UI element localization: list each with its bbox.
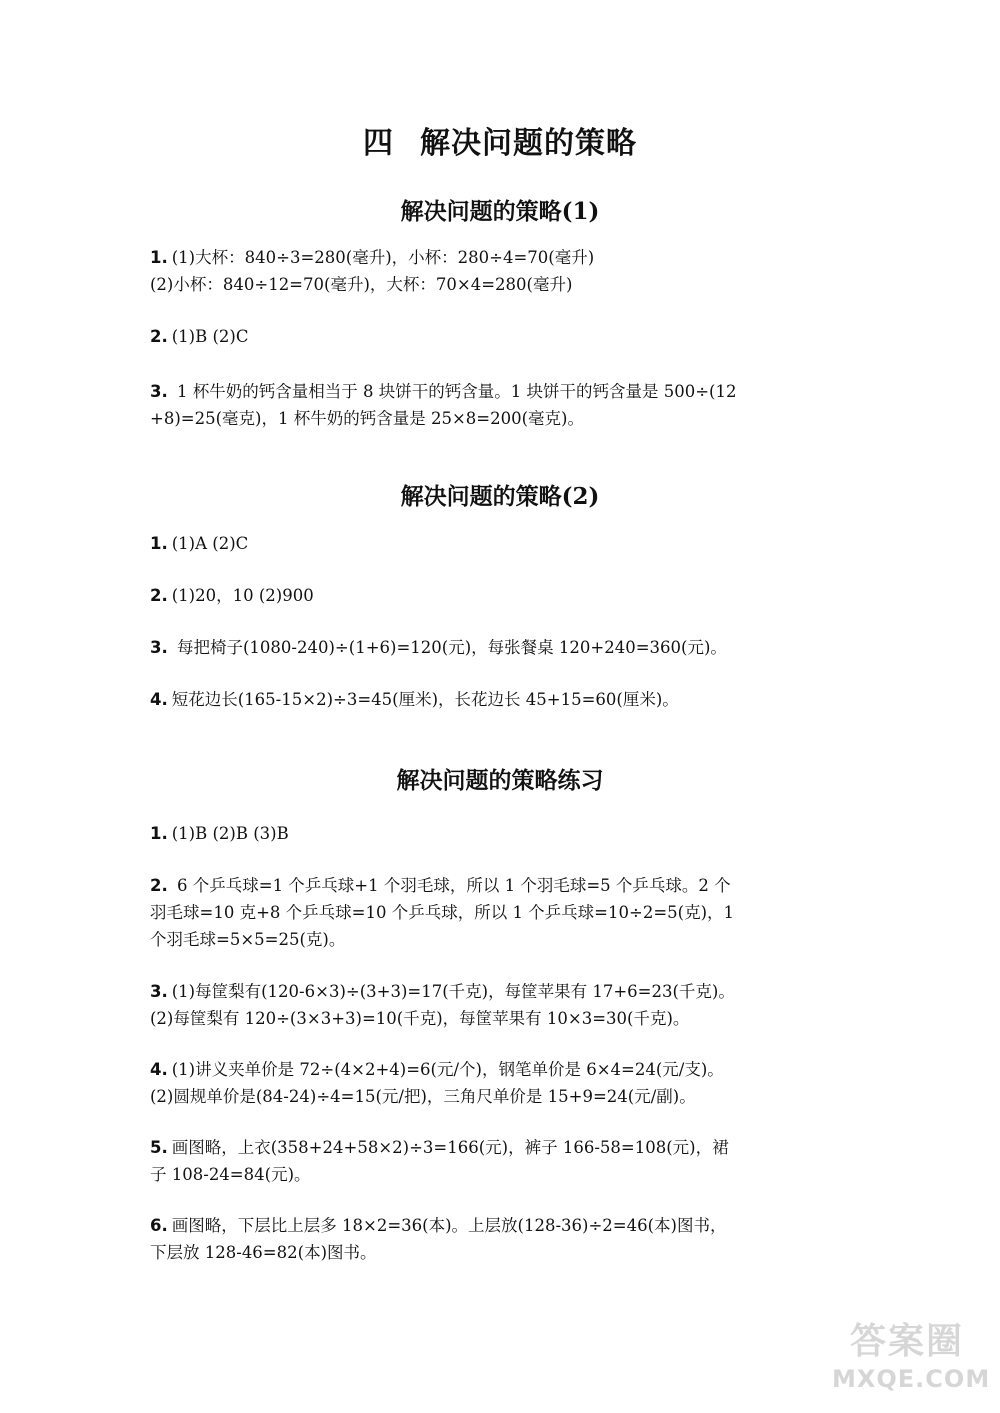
item-line: 画图略，上衣(358+24+58×2)÷3=166(元)，裤子 166-58=108(元)，裙 — [171, 1138, 729, 1157]
item-line: 羽毛球=10 克+8 个乒乓球=10 个乒乓球，所以 1 个乒乓球=10÷2=5(克)，1 — [150, 903, 735, 922]
answer-item — [150, 820, 870, 847]
item-number: 4. — [150, 690, 168, 709]
item-number: 2. — [150, 586, 168, 605]
item-line: (1)B (2)C — [171, 327, 249, 346]
item-number: 2. — [150, 327, 168, 346]
item-line: (1)大杯：840÷3=280(毫升)，小杯：280÷4=70(毫升) — [171, 248, 595, 267]
section-title: 解决问题的策略(1) — [400, 198, 600, 225]
item-line: (1)每筐梨有(120-6×3)÷(3+3)=17(千克)，每筐苹果有 17+6=23(千克)。 — [171, 982, 735, 1001]
item-number: 1. — [150, 534, 168, 553]
item-line: (2)圆规单价是(84-24)÷4=15(元/把)，三角尺单价是 15+9=24(元/副)。 — [150, 1087, 696, 1106]
item-line: (2)小杯：840÷12=70(毫升)，大杯：70×4=280(毫升) — [150, 275, 573, 294]
answer-item — [150, 1056, 870, 1110]
item-number: 6. — [150, 1216, 168, 1235]
item-number: 1. — [150, 824, 168, 843]
item-number: 5. — [150, 1138, 168, 1157]
chapter-title: 解决问题的策略 — [420, 126, 637, 161]
section-title: 解决问题的策略练习 — [396, 767, 604, 794]
item-line: 画图略，下层比上层多 18×2=36(本)。上层放(128-36)÷2=46(本)图书， — [171, 1216, 727, 1235]
watermark-logo: 答案圈 — [849, 1321, 964, 1362]
answer-item — [150, 1134, 870, 1188]
answer-item — [150, 378, 870, 432]
answer-item — [150, 978, 870, 1032]
item-line: 6 个乒乓球=1 个乒乓球+1 个羽毛球，所以 1 个羽毛球=5 个乒乓球。2 个 — [171, 876, 731, 895]
item-line: 每把椅子(1080-240)÷(1+6)=120(元)，每张餐桌 120+240=360(元)。 — [171, 638, 727, 657]
item-line: 短花边长(165-15×2)÷3=45(厘米)，长花边长 45+15=60(厘米)。 — [171, 690, 679, 709]
item-line: (1)A (2)C — [171, 534, 249, 553]
chapter-heading — [0, 118, 1000, 162]
chapter-number: 四 — [363, 126, 394, 161]
item-number: 3. — [150, 382, 168, 401]
answer-item — [150, 530, 870, 557]
answer-item — [150, 686, 870, 713]
item-line: 1 杯牛奶的钙含量相当于 8 块饼干的钙含量。1 块饼干的钙含量是 500÷(12 — [171, 382, 737, 401]
item-line: (1)20，10 (2)900 — [171, 586, 314, 605]
item-number: 3. — [150, 638, 168, 657]
answer-item — [150, 244, 870, 298]
answer-item — [150, 1212, 870, 1266]
item-number: 3. — [150, 982, 168, 1001]
watermark — [832, 1319, 991, 1399]
answer-item — [150, 582, 870, 609]
answer-item — [150, 872, 870, 953]
section-title: 解决问题的策略(2) — [400, 483, 600, 510]
item-number: 4. — [150, 1060, 168, 1079]
answer-item — [150, 323, 870, 350]
item-line: (1)B (2)B (3)B — [171, 824, 289, 843]
item-line: 子 108-24=84(元)。 — [150, 1165, 311, 1184]
item-number: 1. — [150, 248, 168, 267]
item-number: 2. — [150, 876, 168, 895]
item-line: +8)=25(毫克)，1 杯牛奶的钙含量是 25×8=200(毫克)。 — [150, 409, 584, 428]
item-line: (2)每筐梨有 120÷(3×3+3)=10(千克)，每筐苹果有 10×3=30(千克)。 — [150, 1009, 690, 1028]
answer-item — [150, 634, 870, 661]
watermark-url: MXQE.COM — [832, 1365, 991, 1393]
item-line: (1)讲义夹单价是 72÷(4×2+4)=6(元/个)，钢笔单价是 6×4=24(元/支)。 — [171, 1060, 724, 1079]
item-line: 个羽毛球=5×5=25(克)。 — [150, 930, 346, 949]
item-line: 下层放 128-46=82(本)图书。 — [150, 1243, 377, 1262]
